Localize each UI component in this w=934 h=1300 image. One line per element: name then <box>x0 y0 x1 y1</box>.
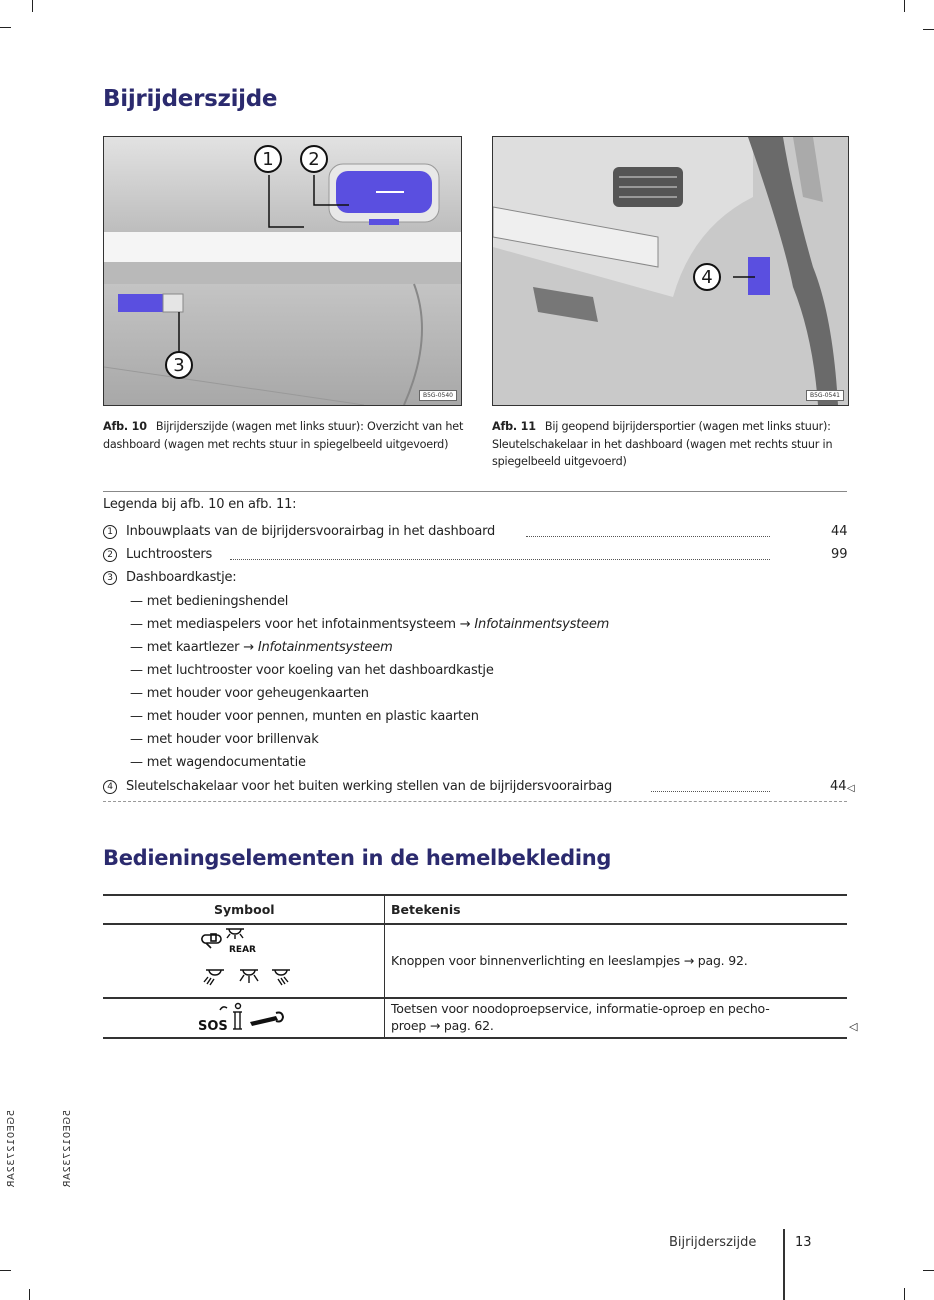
section-end-icon: ◁ <box>847 783 855 794</box>
legend-subitem: — met bedieningshendel <box>130 594 289 609</box>
table-cell-meaning: Knoppen voor binnenverlichting en leeslampjes → pag. 92. <box>391 953 748 968</box>
page-number: 13 <box>795 1235 812 1250</box>
interior-light-icon <box>202 934 221 948</box>
table-row-border <box>103 997 847 999</box>
page-ref[interactable]: 44 <box>830 779 847 794</box>
legend-item <box>103 779 612 794</box>
breakdown-call-icon <box>250 1013 283 1027</box>
cross-reference-link[interactable]: Infotainmentsysteem <box>474 617 610 632</box>
figure-10-image <box>103 136 462 406</box>
figure-label: Afb. 11 <box>492 420 536 433</box>
leader-dots <box>651 791 770 792</box>
page-ref[interactable]: 44 <box>831 524 848 539</box>
crop-mark <box>904 0 905 12</box>
divider <box>103 801 847 802</box>
number-circle: 2 <box>103 548 117 562</box>
caption-text: Bijrijderszijde (wagen met links stuur): Overzicht van het dashboard (wagen met rechts stuur in spiegelbeeld uitgevoerd) <box>103 420 464 451</box>
crop-mark <box>0 1270 11 1271</box>
crop-mark <box>923 29 934 30</box>
number-circle: 1 <box>103 525 117 539</box>
leader-dots <box>526 536 770 537</box>
table-cell-meaning: Toetsen voor noodoproepservice, informatie-oproep en pecho- proep → pag. 62. <box>391 1001 770 1033</box>
crop-mark <box>29 1289 30 1300</box>
divider <box>103 491 847 492</box>
section-title: Bedieningselementen in de hemelbekleding <box>103 846 612 870</box>
legend-item <box>103 570 236 585</box>
rear-light-icon <box>226 929 244 939</box>
section-end-icon: ◁ <box>849 1020 858 1033</box>
number-circle: 3 <box>103 571 117 585</box>
crop-mark <box>32 0 33 12</box>
call-symbols <box>196 1000 306 1036</box>
figure-11-image <box>492 136 849 406</box>
number-circle: 4 <box>103 780 117 794</box>
reading-lamp-right-icon <box>272 970 290 985</box>
crop-mark <box>0 27 11 28</box>
legend-text: Luchtroosters <box>126 547 213 562</box>
side-code: 5GE012732AR <box>6 1110 17 1188</box>
legend-subitem: — met kaartlezer → Infotainmentsysteem <box>130 640 393 655</box>
figure-code: B5G-0540 <box>419 390 457 401</box>
table-header-symbol: Symbool <box>214 902 275 917</box>
cross-reference-link[interactable]: Infotainmentsysteem <box>257 640 393 655</box>
footer-divider <box>783 1229 785 1300</box>
figure-code: B5G-0541 <box>806 390 844 401</box>
sos-call-icon: SOS <box>198 1019 228 1034</box>
callout-1: 1 <box>254 145 282 173</box>
page-ref[interactable]: 99 <box>831 547 848 562</box>
page-title: Bijrijderszijde <box>103 86 278 112</box>
legend-subitem: — met houder voor geheugenkaarten <box>130 686 369 701</box>
table-bottom-border <box>103 1037 847 1039</box>
legend-subitem: — met wagendocumentatie <box>130 755 306 770</box>
figure-10-caption <box>103 418 473 453</box>
symbol-cell <box>196 1000 306 1036</box>
table-column-divider <box>384 894 385 1039</box>
crop-mark <box>904 1288 905 1300</box>
figure-label: Afb. 10 <box>103 420 147 433</box>
legend-text: Inbouwplaats van de bijrijdersvoorairbag in het dashboard <box>126 524 496 539</box>
callout-4: 4 <box>693 263 721 291</box>
callout-2: 2 <box>300 145 328 173</box>
legend-item <box>103 524 495 539</box>
legend-subitem: — met mediaspelers voor het infotainmentsysteem → Infotainmentsysteem <box>130 617 610 632</box>
crop-mark <box>923 1270 934 1271</box>
table-header-meaning: Betekenis <box>391 902 461 917</box>
interior-light-symbols <box>200 925 310 995</box>
legend-subitem: — met luchtrooster voor koeling van het dashboardkastje <box>130 663 494 678</box>
reading-lamp-left-icon <box>204 970 224 985</box>
symbol-cell <box>200 925 310 995</box>
legend-text: Dashboardkastje: <box>126 570 237 585</box>
legend-subitem: — met houder voor brillenvak <box>130 732 319 747</box>
dome-light-icon <box>240 970 258 983</box>
figure-11-caption <box>492 418 847 471</box>
info-call-icon <box>233 1004 242 1030</box>
footer-section-title: Bijrijderszijde <box>669 1235 757 1250</box>
legend-title: Legenda bij afb. 10 en afb. 11: <box>103 497 297 512</box>
callout-3: 3 <box>165 351 193 379</box>
legend-item <box>103 547 212 562</box>
legend-subitem: — met houder voor pennen, munten en plastic kaarten <box>130 709 479 724</box>
legend-text: Sleutelschakelaar voor het buiten werking stellen van de bijrijdersvoorairbag <box>126 779 613 794</box>
side-code: 5GE012732AR <box>62 1110 73 1188</box>
rear-label: REAR <box>229 945 256 955</box>
caption-text: Bij geopend bijrijdersportier (wagen met links stuur): Sleutelschakelaar in het dashboard (wagen met rechts stuur in spiegelbeeld uitgevoerd) <box>492 420 833 468</box>
leader-dots <box>230 559 770 560</box>
table-top-border <box>103 894 847 896</box>
